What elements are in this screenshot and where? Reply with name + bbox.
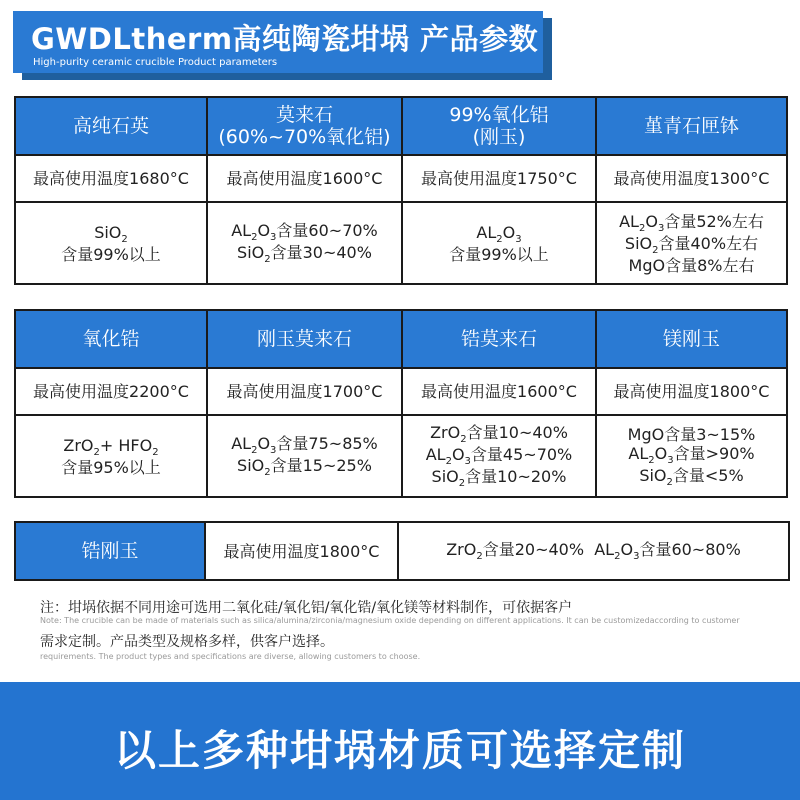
note-line-2: 需求定制。产品类型及规格多样，供客户选择。 — [40, 634, 334, 650]
temp-cell: 最高使用温度1600°C — [402, 368, 596, 415]
temp-cell: 最高使用温度1700°C — [207, 368, 402, 415]
temp-cell: 最高使用温度1600°C — [207, 155, 402, 202]
page-header — [13, 11, 543, 73]
table-row — [15, 415, 787, 497]
temp-cell: 最高使用温度1680°C — [15, 155, 207, 202]
header-cell: 锆莫来石 — [402, 310, 596, 368]
header-cell: 锆刚玉 — [15, 522, 205, 580]
header-cell: 高纯石英 — [15, 97, 207, 155]
composition-cell: SiO$_2$ 含量99%以上 — [15, 202, 207, 284]
note-line-2-en: requirements. The product types and specifications are diverse, allowing customers to choose. — [40, 652, 421, 661]
composition-cell: ZrO$_2$含量20~40% $AL_2O_3$含量60~80% — [398, 522, 789, 580]
composition-cell: $ZrO_2+ HFO_2$ 含量95%以上 — [15, 415, 207, 497]
temp-cell: 最高使用温度1300°C — [596, 155, 787, 202]
table-header-row — [15, 310, 787, 368]
composition-cell: ZrO$_2$含量10~40% $AL_2O_3$含量45~70% SiO$_2$含量10~20% — [402, 415, 596, 497]
temp-cell: 最高使用温度2200°C — [15, 368, 207, 415]
header-cell: 镁刚玉 — [596, 310, 787, 368]
composition-cell: $AL_2O_3$含量60~70% SiO$_2$含量30~40% — [207, 202, 402, 284]
note-line-1-en: Note: The crucible can be made of materials such as silica/alumina/zirconia/magnesium oxide depending on different applications. It can be customizedaccording to customer — [40, 616, 740, 625]
composition-cell: $AL_2O_3$含量52%左右 SiO$_2$含量40%左右 MgO含量8%左右 — [596, 202, 787, 284]
table-row — [15, 155, 787, 202]
page-subtitle: High-purity ceramic crucible Product parameters — [33, 57, 278, 68]
table-header-row — [15, 97, 787, 155]
spec-table-3 — [14, 521, 790, 581]
banner-text: 以上多种坩埚材质可选择定制 — [113, 726, 686, 775]
header-cell: 氧化锆 — [15, 310, 207, 368]
composition-cell: $AL_2O_3$ 含量99%以上 — [402, 202, 596, 284]
temp-cell: 最高使用温度1800°C — [205, 522, 398, 580]
spec-table-2 — [14, 309, 788, 498]
header-cell: 刚玉莫来石 — [207, 310, 402, 368]
temp-cell: 最高使用温度1750°C — [402, 155, 596, 202]
header-cell: 堇青石匣钵 — [596, 97, 787, 155]
page-title: GWDLtherm高纯陶瓷坩埚 产品参数 — [31, 22, 539, 56]
table-row — [15, 522, 789, 580]
table-row — [15, 368, 787, 415]
header-cell: 莫来石 (60%~70%氧化铝) — [207, 97, 402, 155]
temp-cell: 最高使用温度1800°C — [596, 368, 787, 415]
header-cell: 99%氧化铝 (刚玉) — [402, 97, 596, 155]
spec-table-1 — [14, 96, 788, 285]
composition-cell: MgO含量3~15% $AL_2O_3$含量>90% SiO$_2$含量<5% — [596, 415, 787, 497]
table-row — [15, 202, 787, 284]
note-line-1: 注：坩埚依据不同用途可选用二氧化硅/氧化铝/氧化锆/氧化镁等材料制作，可依据客户 — [40, 600, 573, 616]
composition-cell: $AL_2O_3$含量75~85% SiO$_2$含量15~25% — [207, 415, 402, 497]
